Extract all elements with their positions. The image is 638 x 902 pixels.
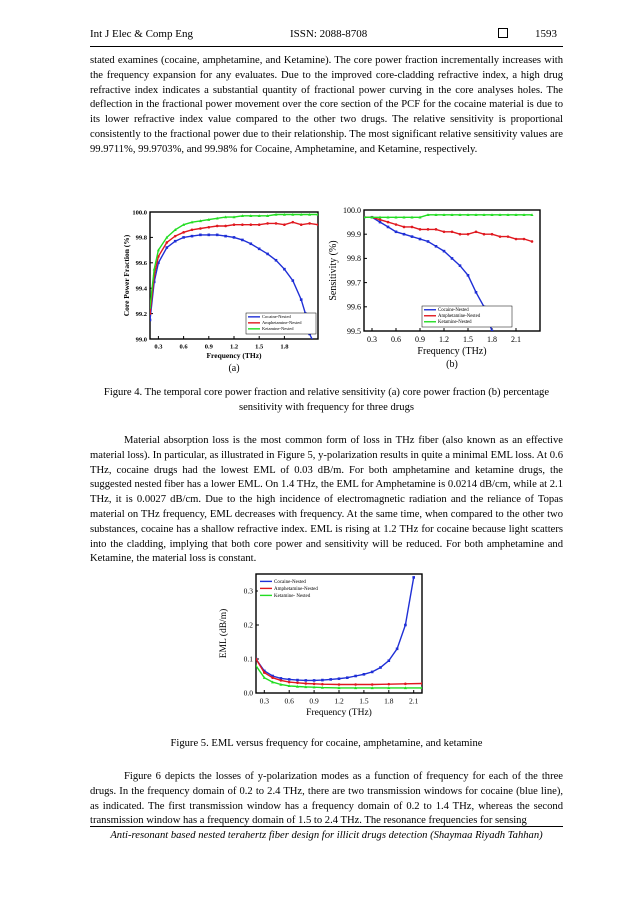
- data-point: [233, 223, 236, 226]
- x-tick-label: 0.9: [309, 696, 319, 706]
- legend-entry: Ketamine- Nested: [274, 593, 311, 599]
- data-point: [233, 236, 236, 239]
- data-point: [216, 234, 219, 237]
- x-tick-label: 1.8: [384, 696, 394, 706]
- y-tick-label: 99.2: [135, 310, 147, 318]
- data-point: [305, 682, 308, 685]
- x-tick-label: 1.5: [359, 696, 369, 706]
- x-axis-label: Frequency (THz): [206, 351, 262, 360]
- y-tick-label: 99.0: [135, 336, 147, 344]
- y-axis-label: Core Power Fraction (%): [122, 234, 131, 317]
- y-tick-label: 99.8: [347, 254, 361, 264]
- x-tick-label: 0.9: [204, 343, 213, 351]
- data-point: [419, 228, 422, 231]
- header-rule: [90, 46, 563, 47]
- data-point: [379, 218, 382, 221]
- page-footer: Anti-resonant based nested terahertz fiber design for illicit drugs detection (Shaymaa Riyadh Tahhan): [90, 826, 563, 841]
- data-point: [419, 238, 422, 241]
- data-point: [258, 248, 261, 251]
- data-point: [346, 676, 349, 679]
- data-point: [412, 576, 415, 579]
- data-point: [404, 624, 407, 627]
- data-point: [191, 235, 194, 238]
- data-point: [467, 233, 470, 236]
- x-tick-label: 2.1: [409, 696, 419, 706]
- x-tick-label: 1.5: [255, 343, 264, 351]
- legend-entry: Cocaine-Nested: [262, 314, 291, 320]
- data-point: [427, 228, 430, 231]
- data-point: [288, 681, 291, 684]
- data-point: [308, 222, 311, 225]
- series-line: [364, 217, 532, 241]
- data-point: [459, 233, 462, 236]
- data-point: [296, 682, 299, 685]
- series-line: [364, 215, 532, 218]
- data-point: [224, 235, 227, 238]
- data-point: [216, 225, 219, 228]
- y-tick-label: 99.9: [347, 230, 361, 239]
- data-point: [435, 245, 438, 248]
- data-point: [208, 234, 211, 237]
- data-point: [483, 233, 486, 236]
- legend: [258, 577, 330, 601]
- y-tick-label: 99.4: [135, 285, 147, 293]
- data-point: [387, 221, 390, 224]
- data-point: [354, 675, 357, 678]
- data-point: [283, 223, 286, 226]
- x-tick-label: 0.3: [154, 343, 163, 351]
- data-point: [166, 246, 169, 249]
- data-point: [371, 671, 374, 674]
- data-point: [292, 279, 295, 282]
- x-tick-label: 1.5: [463, 335, 473, 344]
- x-tick-label: 0.9: [415, 335, 425, 344]
- legend-entry: Amphetamine-Nested: [438, 314, 481, 320]
- data-point: [292, 221, 295, 224]
- data-point: [275, 259, 278, 262]
- data-point: [199, 234, 202, 237]
- data-point: [531, 240, 534, 243]
- data-point: [387, 226, 390, 229]
- data-point: [396, 648, 399, 651]
- panel-label: (a): [228, 363, 240, 374]
- legend-entry: Amphetamine-Nested: [262, 320, 302, 326]
- y-tick-label: 0.1: [243, 654, 253, 664]
- data-point: [459, 264, 462, 267]
- y-tick-label: 99.6: [347, 302, 361, 312]
- y-axis-label: EML (dB/m): [219, 608, 229, 659]
- x-tick-label: 1.2: [229, 343, 239, 351]
- chart-core-power-fraction: [100, 200, 322, 375]
- data-point: [313, 683, 316, 686]
- data-point: [275, 222, 278, 225]
- x-tick-label: 1.8: [487, 335, 497, 344]
- data-point: [467, 274, 470, 277]
- data-point: [507, 235, 510, 238]
- data-point: [266, 222, 269, 225]
- data-point: [427, 240, 430, 243]
- y-axis-label: Sensitivity (%): [328, 240, 339, 301]
- data-point: [255, 664, 258, 667]
- y-tick-label: 99.5: [347, 326, 361, 336]
- data-point: [313, 679, 316, 682]
- data-point: [263, 671, 266, 674]
- legend-entry: Cocaine-Nested: [438, 308, 469, 314]
- x-tick-label: 0.6: [284, 696, 294, 706]
- data-point: [379, 221, 382, 224]
- legend-entry: Ketamine-Nested: [262, 326, 294, 332]
- data-point: [166, 241, 169, 244]
- data-point: [199, 227, 202, 230]
- data-point: [208, 226, 211, 229]
- data-point: [443, 230, 446, 233]
- data-point: [515, 238, 518, 241]
- data-point: [317, 223, 320, 226]
- data-point: [435, 228, 438, 231]
- data-point: [271, 676, 274, 679]
- data-point: [338, 677, 341, 680]
- x-tick-label: 0.3: [259, 696, 269, 706]
- data-point: [191, 228, 194, 231]
- data-point: [523, 238, 526, 241]
- data-point: [174, 235, 177, 238]
- y-tick-label: 99.7: [347, 278, 361, 288]
- page-number: 1593: [535, 28, 557, 40]
- data-point: [250, 242, 253, 245]
- x-axis-label: Frequency (THz): [417, 346, 487, 357]
- data-point: [224, 225, 227, 228]
- data-point: [388, 683, 391, 686]
- legend: [246, 313, 316, 334]
- data-point: [379, 666, 382, 669]
- y-tick-label: 0.3: [243, 586, 253, 596]
- legend: [422, 306, 512, 327]
- data-point: [395, 223, 398, 226]
- legend-entry: Ketamine-Nested: [438, 320, 472, 326]
- data-point: [258, 223, 261, 226]
- data-point: [149, 312, 152, 315]
- y-tick-label: 99.8: [135, 234, 147, 242]
- data-point: [411, 226, 414, 229]
- data-point: [403, 226, 406, 229]
- x-tick-label: 1.2: [334, 696, 344, 706]
- data-point: [354, 683, 357, 686]
- data-point: [241, 239, 244, 242]
- data-point: [338, 683, 341, 686]
- journal-name: Int J Elec & Comp Eng: [90, 28, 193, 40]
- data-point: [388, 659, 391, 662]
- data-point: [288, 678, 291, 681]
- y-tick-label: 99.6: [135, 260, 147, 268]
- data-point: [182, 231, 185, 234]
- data-point: [266, 253, 269, 256]
- data-point: [475, 291, 478, 294]
- paragraph-2: Material absorption loss is the most common form of loss in THz fiber (also known as an effective material loss). In particular, as illustrated in Figure 5, y-polarization results in quite a minimal EML loss. At 0.6 THz, cocaine drugs had the lowest EML of 0.03 dB/m. For both amphetamine and ketamine drugs, the suggested nested fiber has a lower EML. On 1.4 THz, the EML for Amphetamine is 0.0214 dB/cm, while at 2.1 THz, it is 0.0027 dB/cm. Due to the high incidence of electromagnetic radiation and the reliance of Topas material on THz frequency, EML decreases with frequency. At the same time, when compared to the other two substances, cocaine has a shallow refractive index. EML is rising at 1.2 THz for cocaine because light scatters into the cladding, implying that both core power and sensitivity will be reduced. For both amphetamine and Ketamine, the material loss is constant.: [90, 435, 563, 565]
- data-point: [174, 240, 177, 243]
- data-point: [321, 683, 324, 686]
- data-point: [421, 682, 424, 685]
- y-tick-label: 100.0: [343, 205, 361, 215]
- x-tick-label: 1.2: [439, 335, 449, 344]
- data-point: [149, 319, 152, 322]
- data-point: [403, 233, 406, 236]
- data-point: [250, 223, 253, 226]
- page-header: [90, 28, 563, 44]
- data-point: [300, 223, 303, 226]
- y-tick-label: 0.2: [243, 620, 253, 630]
- data-point: [499, 235, 502, 238]
- data-point: [451, 230, 454, 233]
- issn-label: ISSN: 2088-8708: [290, 28, 368, 40]
- data-point: [329, 678, 332, 681]
- x-tick-label: 0.3: [367, 335, 377, 344]
- data-point: [313, 342, 316, 345]
- chart-sensitivity: [322, 200, 544, 375]
- data-point: [182, 236, 185, 239]
- x-tick-label: 0.6: [179, 343, 188, 351]
- x-tick-label: 2.1: [511, 335, 521, 344]
- y-tick-label: 100.0: [132, 209, 147, 217]
- data-point: [296, 679, 299, 682]
- data-point: [371, 683, 374, 686]
- panel-label: (b): [446, 359, 458, 370]
- data-point: [321, 679, 324, 682]
- data-point: [305, 679, 308, 682]
- x-tick-label: 1.8: [280, 343, 289, 351]
- data-point: [443, 250, 446, 253]
- legend-entry: Cocaine-Nested: [274, 579, 306, 585]
- data-point: [491, 233, 494, 236]
- legend-entry: Amphetamine-Nested: [274, 586, 318, 592]
- chart-eml: [212, 568, 438, 728]
- data-point: [363, 673, 366, 676]
- data-point: [411, 235, 414, 238]
- paragraph-3: Figure 6 depicts the losses of y-polarization modes as a function of frequency for each of the three drugs. In the frequency domain of 0.2 to 2.4 THz, there are two transmission windows for cocaine (blue line), as indicated. The first transmission window has a frequency domain of 0.2 to 1.4 THz, whereas the second transmission window has a frequency domain of 1.5 to 2.4 THz. The resonance frequencies for sensing: [90, 771, 563, 827]
- x-tick-label: 0.6: [391, 335, 401, 344]
- data-point: [475, 230, 478, 233]
- data-point: [255, 658, 258, 661]
- data-point: [395, 230, 398, 233]
- data-point: [280, 679, 283, 682]
- y-tick-label: 0.0: [243, 688, 253, 698]
- figure-5-caption: Figure 5. EML versus frequency for cocaine, amphetamine, and ketamine: [170, 738, 483, 749]
- data-point: [283, 268, 286, 271]
- data-point: [451, 257, 454, 260]
- data-point: [300, 298, 303, 301]
- data-point: [241, 223, 244, 226]
- figure-4-caption: Figure 4. The temporal core power fraction and relative sensitivity (a) core power fraction (b) percentage sensitivity with frequency for three drugs: [103, 387, 550, 413]
- paragraph-1: stated examines (cocaine, amphetamine, and Ketamine). The core power fraction incrementally increases with the frequency expansion for any evaluates. Due to the improved core-cladding refractive index, a high drug refractive index indicates a substantial quantity of fractional power curving in the core analyses holes. The deflection in the fractional power movement over the core section of the PCF for the cocaine material is due to its lower refractive index value compared to the other two drugs. The relative sensitivity is proportional consistently to the fractional power due to their relationship. The most significant relative sensitivity values are 99.9711%, 99.9703%, and 99.98% for Cocaine, Amphetamine, and Ketamine, respectively.: [90, 55, 563, 155]
- data-point: [404, 683, 407, 686]
- data-point: [491, 330, 494, 333]
- x-axis-label: Frequency (THz): [306, 708, 372, 718]
